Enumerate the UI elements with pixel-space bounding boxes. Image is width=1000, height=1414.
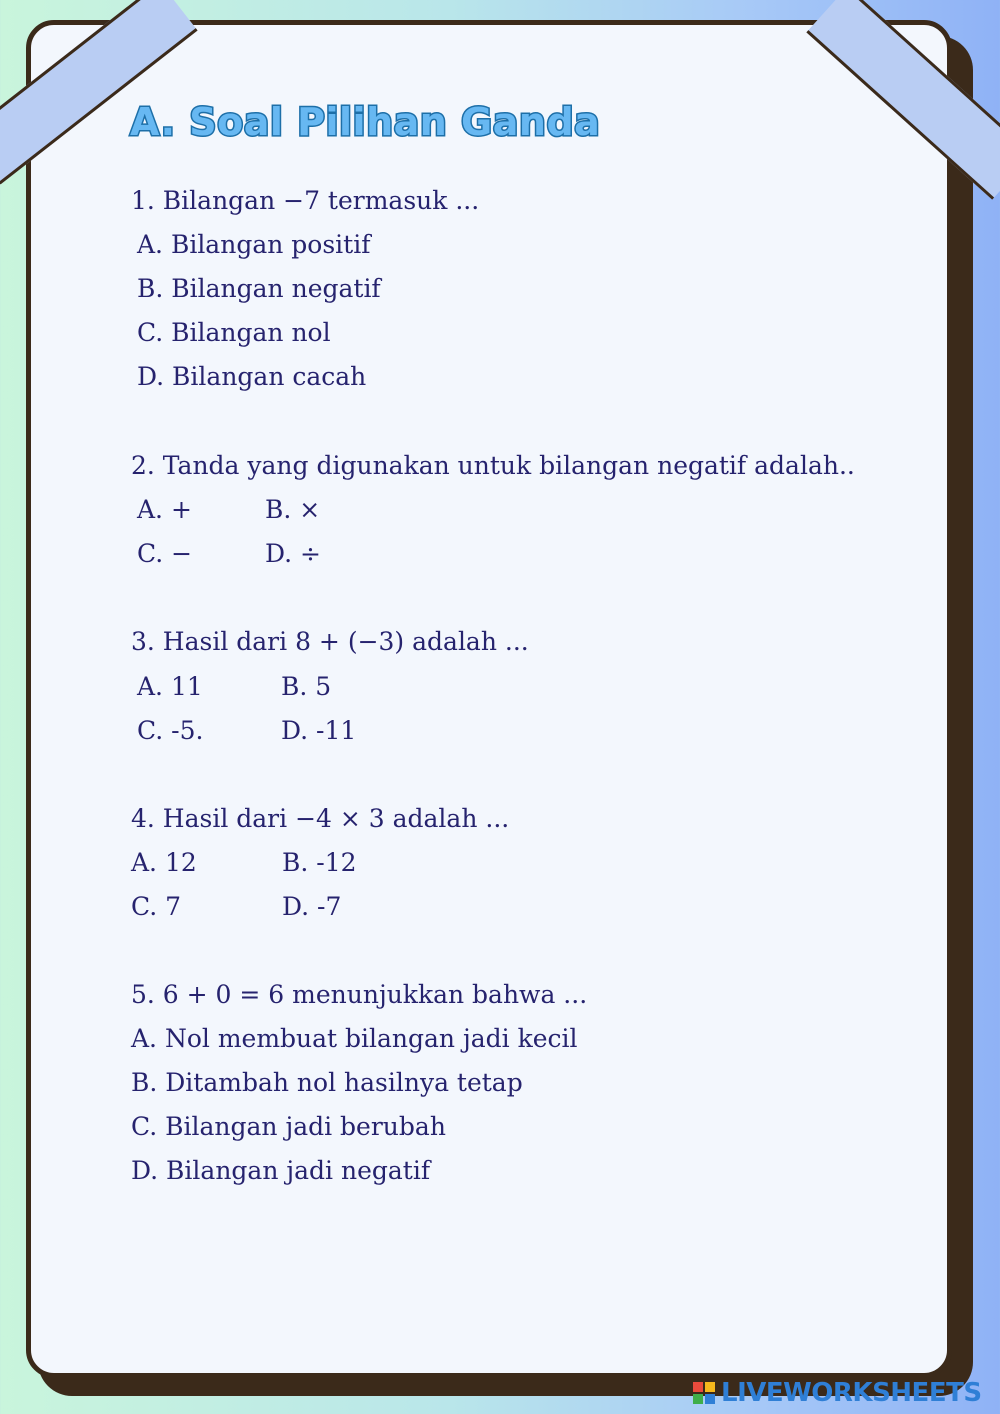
question-1-option-a[interactable]: A. Bilangan positif xyxy=(137,230,371,259)
question-5-option-b[interactable]: B. Ditambah nol hasilnya tetap xyxy=(131,1068,523,1097)
question-5-option-d[interactable]: D. Bilangan jadi negatif xyxy=(131,1156,431,1185)
watermark-text: LIVEWORKSHEETS xyxy=(721,1378,982,1408)
question-4-option-c[interactable]: C. 7 xyxy=(131,892,182,921)
question-1: 1. Bilangan −7 termasuk ... xyxy=(131,186,480,215)
question-5: 5. 6 + 0 = 6 menunjukkan bahwa ... xyxy=(131,980,588,1009)
question-2-option-b[interactable]: B. × xyxy=(265,495,321,524)
question-3-option-b[interactable]: B. 5 xyxy=(281,672,332,701)
question-4: 4. Hasil dari −4 × 3 adalah ... xyxy=(131,804,510,833)
question-1-option-b[interactable]: B. Bilangan negatif xyxy=(137,274,381,303)
liveworksheets-logo-icon xyxy=(693,1382,715,1404)
question-1-option-c[interactable]: C. Bilangan nol xyxy=(137,318,331,347)
question-2-option-d[interactable]: D. ÷ xyxy=(265,539,321,568)
question-5-option-c[interactable]: C. Bilangan jadi berubah xyxy=(131,1112,446,1141)
question-3-option-d[interactable]: D. -11 xyxy=(281,716,357,745)
question-3-option-c[interactable]: C. -5. xyxy=(137,716,204,745)
section-title: A. Soal Pilihan Ganda xyxy=(130,100,601,144)
question-4-option-a[interactable]: A. 12 xyxy=(131,848,197,877)
question-4-option-d[interactable]: D. -7 xyxy=(282,892,342,921)
question-4-option-b[interactable]: B. -12 xyxy=(282,848,357,877)
question-5-option-a[interactable]: A. Nol membuat bilangan jadi kecil xyxy=(131,1024,578,1053)
question-2: 2. Tanda yang digunakan untuk bilangan negatif adalah.. xyxy=(131,451,855,480)
liveworksheets-watermark[interactable] xyxy=(693,1378,982,1408)
question-2-option-a[interactable]: A. + xyxy=(137,495,192,524)
question-2-option-c[interactable]: C. − xyxy=(137,539,193,568)
question-1-option-d[interactable]: D. Bilangan cacah xyxy=(137,362,367,391)
question-3-option-a[interactable]: A. 11 xyxy=(137,672,203,701)
question-3: 3. Hasil dari 8 + (−3) adalah ... xyxy=(131,627,529,656)
